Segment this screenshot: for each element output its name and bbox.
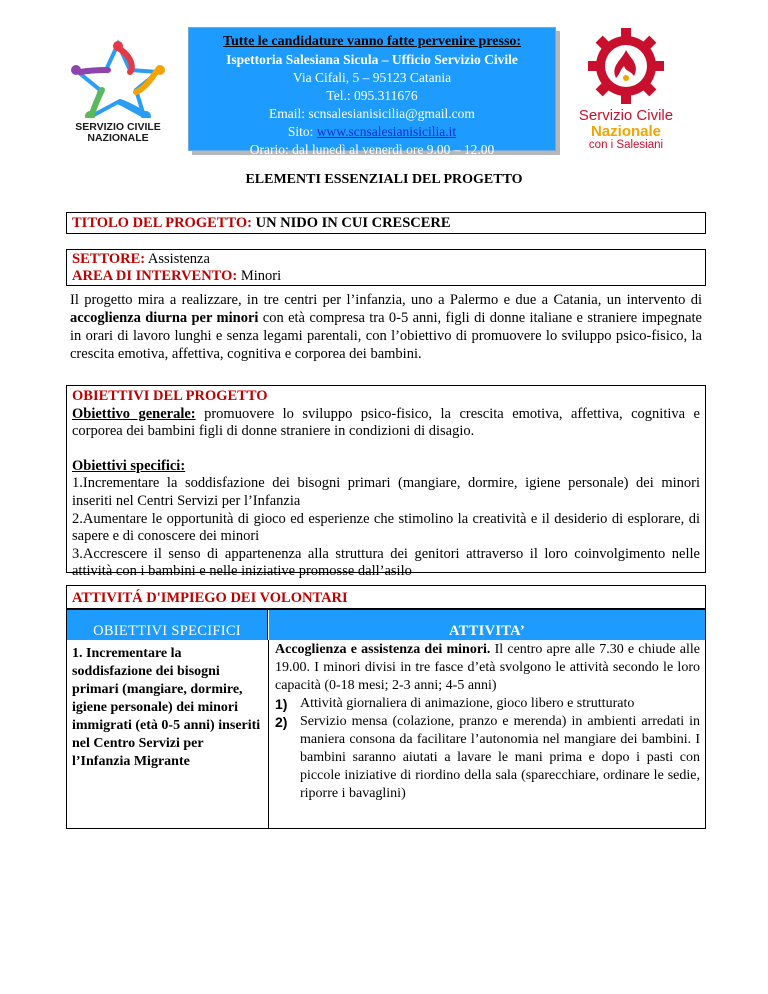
activity-item-number: 1) xyxy=(275,696,288,712)
logo-caption-line2: NAZIONALE xyxy=(87,132,149,144)
area-value: Minori xyxy=(240,268,282,284)
logo-line-servizio: Servizio Civile xyxy=(578,107,674,124)
contact-phone: Tel.: 095.311676 xyxy=(326,88,418,103)
contact-site xyxy=(189,123,555,141)
intro-text-2: con età compresa tra 0-5 anni, figli di donne italiane e straniere impegnate in orari di lavoro lunghi e senza legami parentali, con l’obiettivo di promuovere lo sviluppo psico-fisico, la crescita emotiva, affettiva, cognitiva e corporea dei bambini. xyxy=(70,310,702,362)
project-title-box xyxy=(66,212,706,234)
specific-objectives-label: Obiettivi specifici: xyxy=(72,457,186,474)
specific-objective-3: 3.Accrescere il senso di appartenenza alla struttura dei genitori attraverso il loro coinvolgimento nelle attività con i bambini e nelle iniziative promosse dall’asilo xyxy=(72,545,700,580)
objectives-heading: OBIETTIVI DEL PROGETTO xyxy=(72,388,268,404)
logo-caption-line1: SERVIZIO CIVILE xyxy=(75,121,161,133)
logo-line-nazionale: Nazionale xyxy=(590,123,662,140)
star-people-icon xyxy=(62,38,174,118)
project-title-label: TITOLO DEL PROGETTO: xyxy=(72,215,252,231)
contact-hours: Orario: dal lunedì al venerdì ore 9.00 – 12.00 xyxy=(249,142,495,157)
sector-value: Assistenza xyxy=(147,251,210,267)
column-header-objectives: OBIETTIVI SPECIFICI xyxy=(67,610,268,640)
salesiani-logo xyxy=(574,28,678,151)
column-header-activities: ATTIVITA’ xyxy=(269,610,705,640)
general-objective xyxy=(72,406,700,441)
general-objective-text: promuovere lo sviluppo psico-fisico, la crescita emotiva, affettiva, cognitiva e corporea dei bambini figli di donne straniere in condizioni di disagio. xyxy=(72,405,700,440)
site-link[interactable]: www.scnsalesianisicilia.it xyxy=(316,124,457,139)
activity-intro xyxy=(275,641,700,695)
activity-item xyxy=(275,695,700,713)
specific-objective-1: 1.Incrementare la soddisfazione dei bisogni primari (mangiare, dormire, igiene personale) dei minori inseriti nel Centri Servizi per l’Infanzia xyxy=(72,475,700,509)
intro-paragraph xyxy=(70,291,702,363)
activity-item-text: Servizio mensa (colazione, pranzo e merenda) in ambienti arredati in maniera consona da facilitare l’autonomia nel mangiare dei bambini. I bambini saranno aiutati a lavare le mani prima e dopo i pasti con piccole iniziative di riordino della sala (sparecchiare, ordinare le sedie, riporre i bavaglini) xyxy=(300,714,700,801)
activity-cell xyxy=(275,641,700,803)
site-label: Sito: xyxy=(287,124,317,139)
intro-bold: accoglienza diurna per minori xyxy=(70,310,259,326)
column-divider xyxy=(268,640,269,829)
activity-item-text: Attività giornaliera di animazione, gioco libero e strutturato xyxy=(300,696,635,711)
contact-box xyxy=(188,27,556,157)
contact-office: Ispettoria Salesiana Sicula – Ufficio Servizio Civile xyxy=(226,52,518,67)
contact-email: Email: scnsalesianisicilia@gmail.com xyxy=(269,106,475,121)
activity-item-number: 2) xyxy=(275,714,288,730)
objectives-box xyxy=(66,385,706,580)
sector-box xyxy=(66,249,706,286)
sector-label: SETTORE: xyxy=(72,251,146,267)
servizio-civile-logo xyxy=(62,38,174,148)
activities-table xyxy=(66,609,706,829)
general-objective-label: Obiettivo generale: xyxy=(72,405,196,422)
activity-intro-bold: Accoglienza e assistenza dei minori. xyxy=(275,642,491,657)
logo-line-salesiani: con i Salesiani xyxy=(588,139,664,151)
activity-intro-text: Il centro apre alle 7.30 e chiude alle 19.00. I minori divisi in tre fasce d’età svolgono le attività secondo le loro capacità (0-18 mesi; 2-3 anni; 4-5 anni) xyxy=(275,642,700,693)
project-title-value: UN NIDO IN CUI CRESCERE xyxy=(255,215,451,231)
intro-text-1: Il progetto mira a realizzare, in tre centri per l’infanzia, uno a Palermo e due a Catania, un intervento di xyxy=(70,292,702,308)
activity-item xyxy=(275,713,700,803)
contact-heading: Tutte le candidature vanno fatte pervenire presso: xyxy=(222,34,522,49)
contact-address: Via Cifali, 5 – 95123 Catania xyxy=(292,70,452,85)
specific-objective-2: 2.Aumentare le opportunità di gioco ed esperienze che stimolino la creatività e il desiderio di esplorare, di sapere e di conoscere dei minori xyxy=(72,510,700,545)
activities-heading: ATTIVITÁ D'IMPIEGO DEI VOLONTARI xyxy=(66,585,706,609)
area-label: AREA DI INTERVENTO: xyxy=(72,268,238,284)
gear-flame-icon xyxy=(574,28,678,106)
objective-cell: 1. Incrementare la soddisfazione dei bisogni primari (mangiare, dormire, igiene personale) dei minori immigrati (età 0-5 anni) inseriti nel Centro Servizi per l’Infanzia Migrante xyxy=(72,646,261,769)
document-title: ELEMENTI ESSENZIALI DEL PROGETTO xyxy=(245,172,523,187)
